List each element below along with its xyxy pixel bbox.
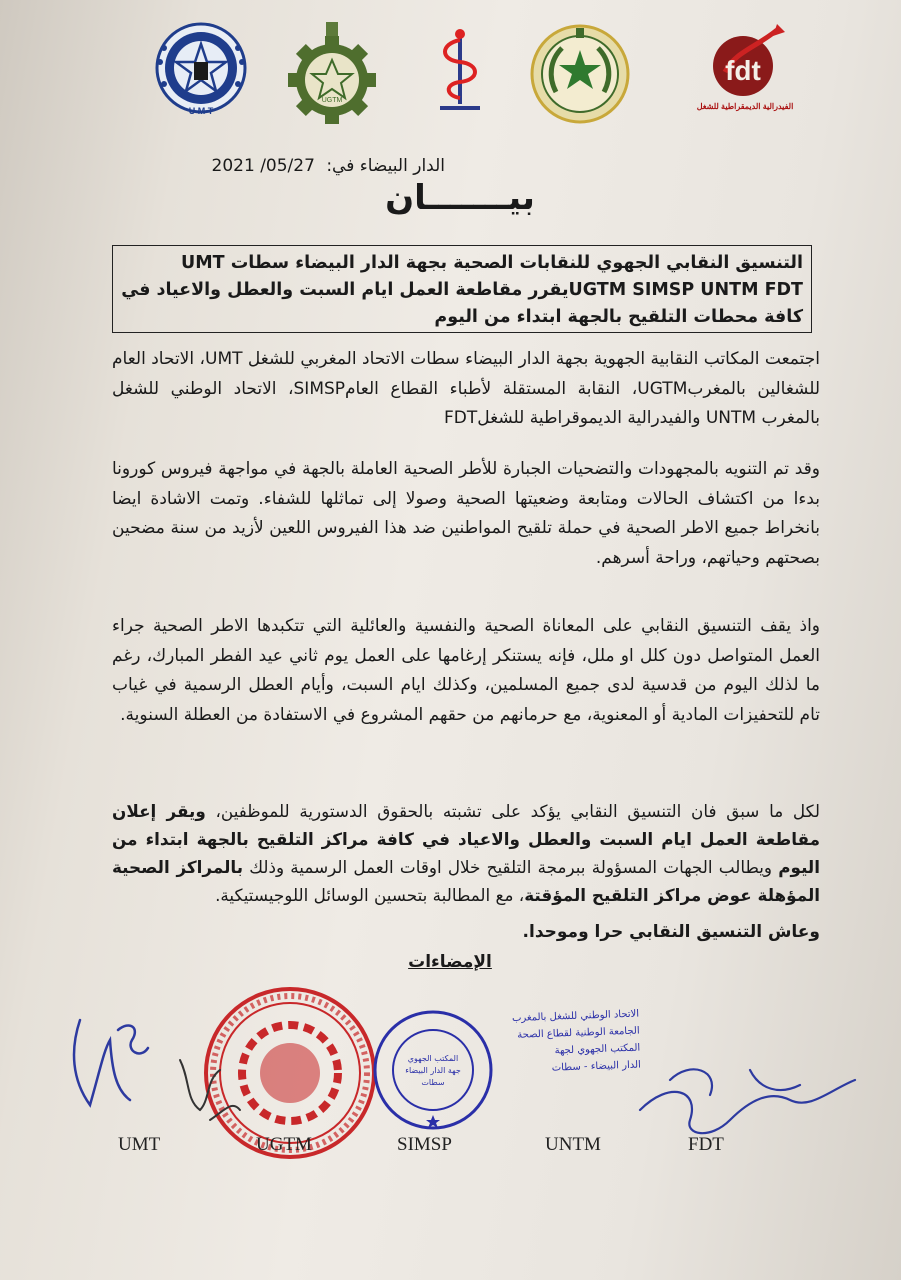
- svg-text:UGTM: UGTM: [321, 97, 343, 104]
- untm-stamp-line-4: الدار البيضاء - سطات: [551, 1059, 642, 1074]
- signature-label-fdt: FDT: [688, 1134, 724, 1155]
- document-title: بيـــــــان: [385, 178, 535, 218]
- untm-text-stamp: [499, 1006, 641, 1079]
- headline-box: التنسيق النقابي الجهوي للنقابات الصحية بجهة الدار البيضاء سطات UMT UGTM SIMSP UNTM FDTيقرر مقاطعة العمل ايام السبت والعطل والاعياد في كافة محطات التلقيح بالجهة ابتداء من اليوم: [112, 245, 812, 333]
- untm-stamp-line-3: المكتب الجهوي لجهة: [554, 1042, 641, 1057]
- document-date: 2021 /05/27: [211, 156, 315, 176]
- paragraph-4-centers: بالمراكز الصحية المؤهلة عوض مراكز التلقيح المؤقتة: [112, 857, 820, 905]
- logos-row: [130, 22, 830, 132]
- signature-labels-row: [0, 1134, 901, 1164]
- paragraph-3: واذ يقف التنسيق النقابي على المعاناة الصحية والنفسية والعائلية التي تتكبدها الاطر الصحية جراء العمل المتواصل دون كلل او ملل، فإنه يستنكر إرغامها على العمل يوم ثاني عيد الفطر المبارك، رغم ما لذلك اليوم من قدسية لدى جميع المسلمين، وكذلك ايام السبت، وأيام العطل الرسمية في غياب تام للتحفيزات المادية أو المعنوية، مع حرمانهم من حقهم المشروع في الاستفادة من العطلة السنوية.: [112, 616, 820, 725]
- paragraph-2: وقد تم التنويه بالمجهودات والتضحيات الجبارة للأطر الصحية العاملة بالجهة في مواجهة فيروس كورونا بدءا من اكتشاف الحالات ومتابعة وضعيتها الصحية وصولا إلى تماثلها للشفاء. وتمت الاشادة ايضا بانخراط جميع الاطر الصحية في حملة تلقيح المواطنين ضد هذا الفيروس اللعين لأزيد من سنة مضحين بصحتهم وحياتهم، وراحة أسرهم.: [112, 459, 820, 568]
- ugtm-logo: [282, 22, 382, 126]
- closing-line: وعاش التنسيق النقابي حرا وموحدا.: [522, 922, 820, 942]
- simsp-blue-stamp: [368, 1005, 498, 1135]
- umt-signature: [60, 1010, 160, 1120]
- fdt-logo: [685, 22, 805, 126]
- simsp-stamp-line-1: المكتب الجهوي: [407, 1054, 459, 1063]
- fdt-logo-caption: الفيدرالية الديمقراطية للشغل: [696, 102, 794, 111]
- paragraph-4: [112, 797, 820, 909]
- place-label: الدار البيضاء في:: [326, 156, 445, 176]
- umt-logo-caption: U M T: [188, 106, 214, 116]
- untm-logo: [528, 22, 632, 126]
- untm-stamp-line-1: الاتحاد الوطني للشغل بالمغرب: [511, 1008, 640, 1025]
- signature-label-simsp: SIMSP: [397, 1134, 452, 1155]
- umt-logo: [150, 22, 252, 122]
- paragraph-1: اجتمعت المكاتب النقابية الجهوية بجهة الدار البيضاء سطات الاتحاد المغربي للشغل UMT، الاتحاد العام للشغالين بالمغربUGTM، النقابة المستقلة لأطباء القطاع العامSIMSP، الاتحاد الوطني للشغل بالمغرب UNTM والفيدرالية الديموقراطية للشغلFDT: [112, 349, 820, 428]
- signature-label-untm: UNTM: [545, 1134, 601, 1155]
- paragraph-4-decision: ويقر إعلان مقاطعة العمل ايام السبت والعطل والاعياد في كافة مراكز التلقيح بالجهة ابتداء من اليوم: [112, 801, 820, 877]
- ugtm-signature: [170, 1040, 260, 1130]
- untm-stamp-line-2: الجامعة الوطنية لقطاع الصحة: [517, 1025, 640, 1041]
- date-line: [165, 156, 445, 176]
- signature-label-ugtm: UGTM: [256, 1134, 312, 1155]
- paragraph-4-part-e: ، مع المطالبة بتحسين الوسائل اللوجيستيكية.: [215, 885, 525, 905]
- paragraph-4-part-a: لكل ما سبق فان التنسيق النقابي يؤكد على تشبته بالحقوق الدستورية للموظفين،: [205, 801, 821, 821]
- paragraph-4-part-c: ويطالب الجهات المسؤولة ببرمجة التلقيح خلال اوقات العمل الرسمية وذلك: [243, 857, 779, 877]
- simsp-logo: [430, 22, 490, 122]
- svg-text:fdt: fdt: [725, 55, 761, 86]
- signature-label-umt: UMT: [118, 1134, 161, 1155]
- simsp-stamp-line-3: سطات: [421, 1078, 445, 1087]
- simsp-stamp-line-2: جهة الدار البيضاء: [405, 1066, 461, 1075]
- signatures-title: الإمضاءات: [408, 952, 492, 972]
